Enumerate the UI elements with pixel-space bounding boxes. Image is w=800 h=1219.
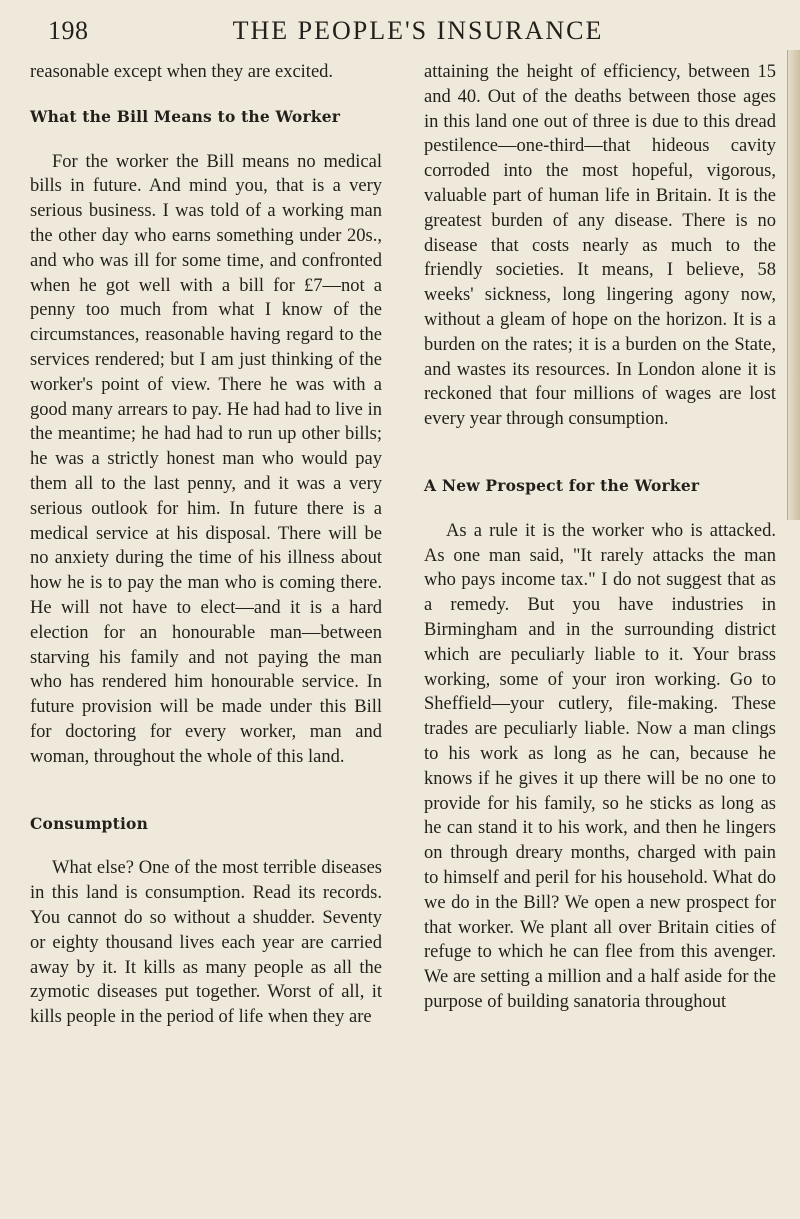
- section-heading-consumption: Consumption: [30, 813, 149, 833]
- intro-paragraph: reasonable except when they are excited.: [30, 62, 334, 82]
- paragraph-worker: For the worker the Bill means no medical bills in future. And mind you, that is a very serious business. I was told of a working man the other day who earns something under 20s., and who was ill for some time, and confronted when he got well with a bill for £7—not a penny too much from what I know of the circumstances, reasonable having regard to the services rendered; but I am just thinking of the worker's point of view. There he was with a good many arrears to pay. He had had to live in the meantime; he had had to run up other bills; he was a strictly honest man who would pay them all to the last penny, and it was a very serious outlook for him. In future there is a medical service at his disposal. There will be no anxiety during the time of his illness about how he is to pay the man who is coming there. He will not have to elect—and it is a hard election for an honourable man—between starving his family and not paying the man who has rendered him honourable service. In future provision will be made under this Bill for doctoring for every worker, man and woman, throughout the whole of this land.: [30, 151, 382, 767]
- page-number: 198: [48, 16, 89, 45]
- paragraph-new-prospect: As a rule it is the worker who is attacked. As one man said, "It rarely attacks the man who pays income tax." I do not suggest that as a remedy. But you have industries in Birmingham and in the surrounding district which are peculiarly liable to it. Your brass working, some of your iron working. Go to Sheffield—your cutlery, file-making. These trades are peculiarly liable. Now a man clings to his work as long as he can, because he knows if he gives it up there will be no one to provide for his family, so he sticks as long as he can stand it to his work, and then he lingers on through dreary months, charged with pain to himself and peril for his household. What do we do in the Bill? We open a new prospect for that worker. We plant all over Britain cities of refuge to which he can flee from this avenger. We are setting a million and a half aside for the purpose of building sanatoria throughout: [424, 520, 776, 1012]
- continuation-paragraph: attaining the height of efficiency, between 15 and 40. Out of the deaths between those ages in this land one out of three is due to this dread pestilence—one-third—that hideous cavity corroded into the most hopeful, vigorous, valuable part of human life in Britain. It is the greatest burden of any disease. There is no disease that costs nearly as much to the friendly societies. It means, I believe, 58 weeks' sickness, long lingering agony now, without a gleam of hope on the horizon. It is a burden on the rates; it is a burden on the State, and wastes its resources. In London alone it is reckoned that four millions of wages are lost every year through consumption.: [424, 62, 776, 430]
- section-heading-new-prospect: A New Prospect for the Worker: [424, 475, 700, 495]
- right-column: [424, 60, 776, 1015]
- left-column: [30, 60, 382, 1030]
- page-header: [48, 14, 778, 50]
- adjacent-page-edge: [787, 50, 800, 520]
- section-heading-worker: What the Bill Means to the Worker: [30, 106, 341, 126]
- running-title: THE PEOPLE'S INSURANCE: [232, 16, 604, 45]
- paragraph-consumption: What else? One of the most terrible diseases in this land is consumption. Read its records. You cannot do so without a shudder. Seventy or eighty thousand lives each year are carried away by it. It kills as many people as all the zymotic diseases put together. Worst of all, it kills people in the period of life when they are: [30, 858, 382, 1028]
